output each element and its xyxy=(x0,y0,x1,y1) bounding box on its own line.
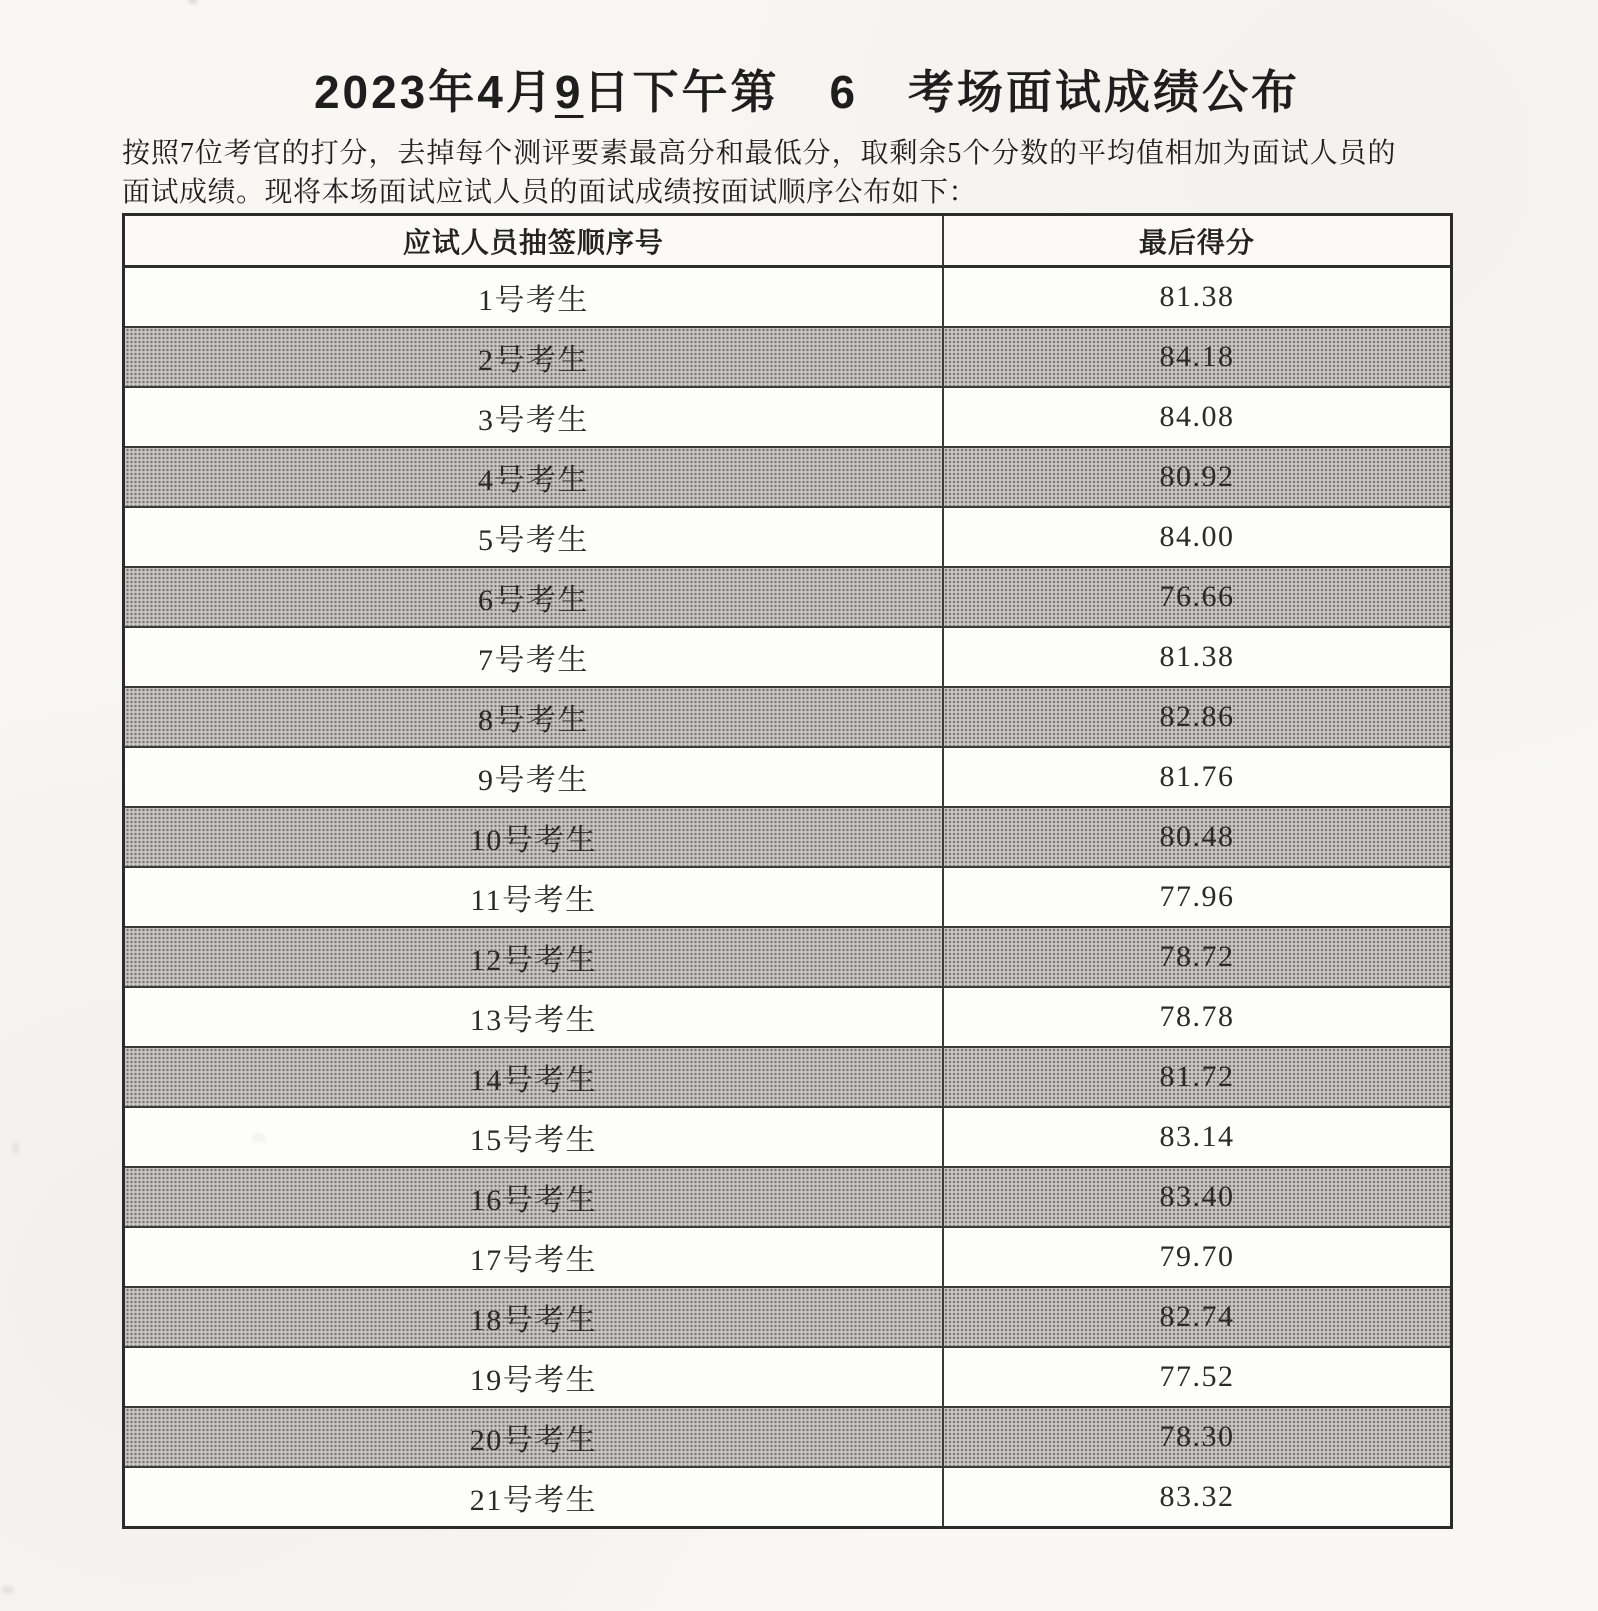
table-row xyxy=(124,387,1452,447)
table-header-row xyxy=(124,215,1452,267)
score-cell: 78.78 xyxy=(943,987,1452,1047)
candidate-cell: 15号考生 xyxy=(124,1107,943,1167)
score-cell: 77.52 xyxy=(943,1347,1452,1407)
table-row xyxy=(124,447,1452,507)
table-row xyxy=(124,747,1452,807)
table-row xyxy=(124,867,1452,927)
score-cell: 84.08 xyxy=(943,387,1452,447)
table-row xyxy=(124,627,1452,687)
title-suffix: 考场面试成绩公布 xyxy=(908,66,1301,118)
candidate-cell: 18号考生 xyxy=(124,1287,943,1347)
score-cell: 84.18 xyxy=(943,327,1452,387)
score-cell: 81.38 xyxy=(943,627,1452,687)
candidate-cell: 3号考生 xyxy=(124,387,943,447)
candidate-cell: 7号考生 xyxy=(124,627,943,687)
candidate-cell: 20号考生 xyxy=(124,1407,943,1467)
table-row xyxy=(124,567,1452,627)
table-row xyxy=(124,267,1452,328)
scan-speck xyxy=(2,1586,14,1594)
candidate-cell: 5号考生 xyxy=(124,507,943,567)
score-cell: 83.14 xyxy=(943,1107,1452,1167)
intro-paragraph: 按照7位考官的打分，去掉每个测评要素最高分和最低分，取剩余5个分数的平均值相加为面试人员的面试成绩。现将本场面试应试人员的面试成绩按面试顺序公布如下： xyxy=(122,138,1396,208)
candidate-cell: 8号考生 xyxy=(124,687,943,747)
table-row xyxy=(124,1287,1452,1347)
candidate-cell: 12号考生 xyxy=(124,927,943,987)
candidate-cell: 6号考生 xyxy=(124,567,943,627)
page-title xyxy=(8,56,1598,122)
scan-speck xyxy=(12,1142,19,1154)
table-row xyxy=(124,1347,1452,1407)
column-header-candidate: 应试人员抽签顺序号 xyxy=(124,215,943,267)
candidate-cell: 2号考生 xyxy=(124,327,943,387)
score-cell: 76.66 xyxy=(943,567,1452,627)
candidate-cell: 9号考生 xyxy=(124,747,943,807)
score-cell: 80.48 xyxy=(943,807,1452,867)
score-cell: 81.38 xyxy=(943,267,1452,328)
table-row xyxy=(124,1047,1452,1107)
table-row xyxy=(124,1167,1452,1227)
score-cell: 83.32 xyxy=(943,1467,1452,1528)
scan-speck xyxy=(188,0,198,4)
score-cell: 84.00 xyxy=(943,507,1452,567)
candidate-cell: 10号考生 xyxy=(124,807,943,867)
scan-speck xyxy=(252,1133,266,1143)
score-cell: 82.74 xyxy=(943,1287,1452,1347)
candidate-cell: 11号考生 xyxy=(124,867,943,927)
candidate-cell: 16号考生 xyxy=(124,1167,943,1227)
title-after-day: 日下午第 xyxy=(583,66,780,118)
table-row xyxy=(124,1407,1452,1467)
table-row xyxy=(124,1467,1452,1528)
table-row xyxy=(124,807,1452,867)
table-row xyxy=(124,507,1452,567)
score-cell: 81.72 xyxy=(943,1047,1452,1107)
score-cell: 78.30 xyxy=(943,1407,1452,1467)
table-row xyxy=(124,927,1452,987)
candidate-cell: 21号考生 xyxy=(124,1467,943,1528)
title-room-number: 6 xyxy=(829,66,859,118)
column-header-score: 最后得分 xyxy=(943,215,1452,267)
candidate-cell: 14号考生 xyxy=(124,1047,943,1107)
table-row xyxy=(124,327,1452,387)
score-cell: 82.86 xyxy=(943,687,1452,747)
score-cell: 83.40 xyxy=(943,1167,1452,1227)
results-table xyxy=(122,213,1453,1529)
table-row xyxy=(124,1227,1452,1287)
candidate-cell: 19号考生 xyxy=(124,1347,943,1407)
candidate-cell: 4号考生 xyxy=(124,447,943,507)
score-cell: 80.92 xyxy=(943,447,1452,507)
score-cell: 81.76 xyxy=(943,747,1452,807)
table-row xyxy=(124,687,1452,747)
score-cell: 79.70 xyxy=(943,1227,1452,1287)
table-row xyxy=(124,987,1452,1047)
candidate-cell: 17号考生 xyxy=(124,1227,943,1287)
score-cell: 77.96 xyxy=(943,867,1452,927)
title-day-underlined: 9 xyxy=(554,66,584,118)
table-row xyxy=(124,1107,1452,1167)
title-date-prefix: 2023年4月 xyxy=(313,66,555,118)
candidate-cell: 1号考生 xyxy=(124,267,943,328)
candidate-cell: 13号考生 xyxy=(124,987,943,1047)
score-cell: 78.72 xyxy=(943,927,1452,987)
